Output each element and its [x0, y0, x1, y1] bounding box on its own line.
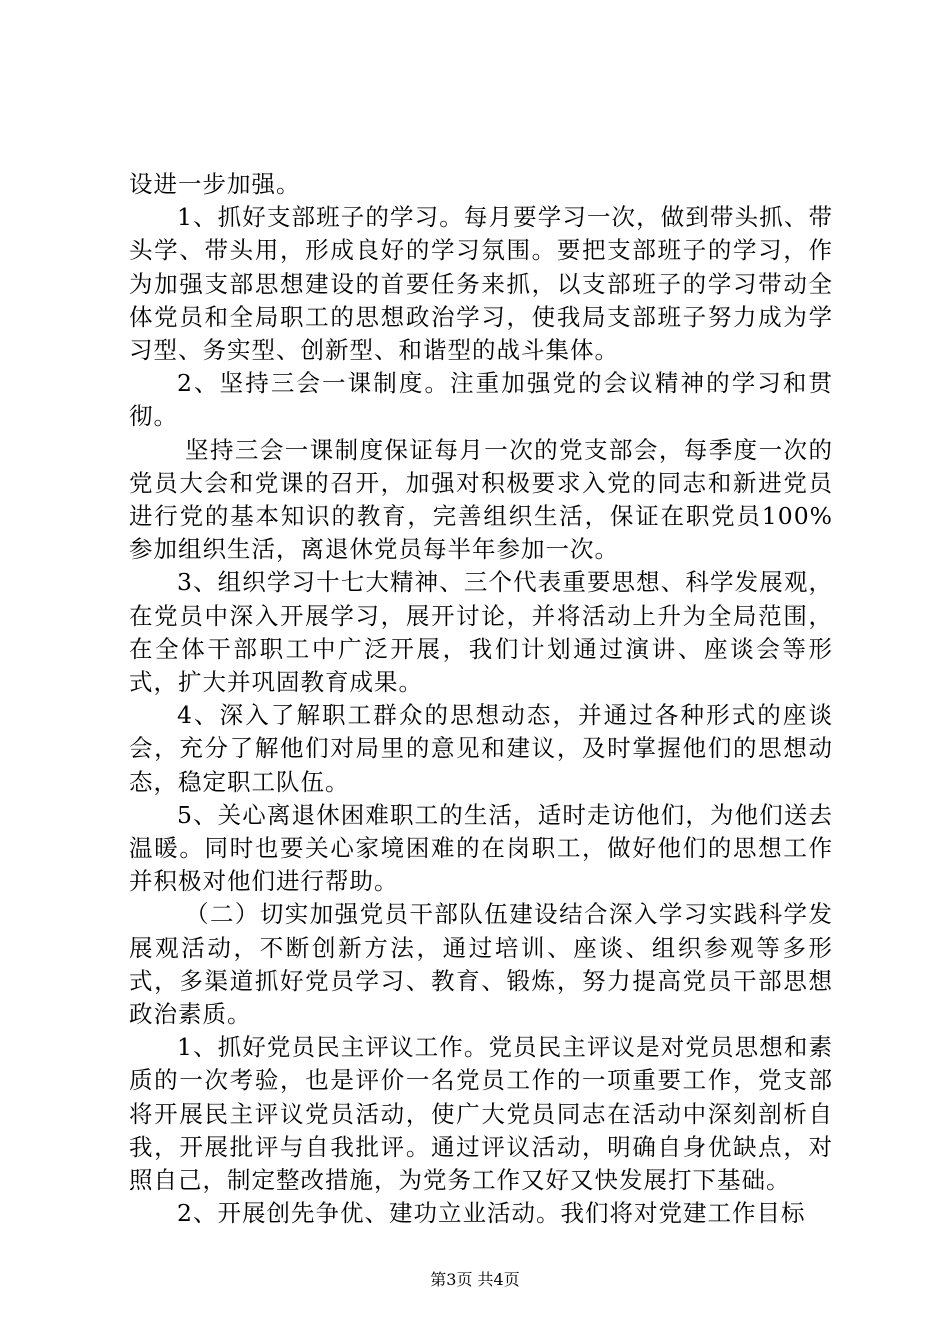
paragraph-4: 坚持三会一课制度保证每月一次的党支部会，每季度一次的党员大会和党课的召开，加强对积极要求入党的同志和新进党员进行党的基本知识的教育，完善组织生活，保证在职党员100%参加组织生活，离退休党员每半年参加一次。	[129, 435, 833, 564]
paragraph-1: 设进一步加强。	[129, 170, 301, 198]
paragraph-8: （二）切实加强党员干部队伍建设结合深入学习实践科学发展观活动，不断创新方法，通过培训、座谈、组织参观等多形式，多渠道抓好党员学习、教育、锻炼，努力提高党员干部思想政治素质。	[129, 900, 833, 1029]
paragraph-7: 5、关心离退休困难职工的生活，适时走访他们，为他们送去温暖。同时也要关心家境困难的在岗职工，做好他们的思想工作并积极对他们进行帮助。	[129, 800, 833, 896]
document-body	[129, 168, 833, 1231]
paragraph-2: 1、抓好支部班子的学习。每月要学习一次，做到带头抓、带头学、带头用，形成良好的学习氛围。要把支部班子的学习，作为加强支部思想建设的首要任务来抓，以支部班子的学习带动全体党员和全局职工的思想政治学习，使我局支部班子努力成为学习型、务实型、创新型、和谐型的战斗集体。	[129, 203, 833, 365]
paragraph-9: 1、抓好党员民主评议工作。党员民主评议是对党员思想和素质的一次考验，也是评价一名党员工作的一项重要工作，党支部将开展民主评议党员活动，使广大党员同志在活动中深刻剖析自我，开展批评与自我批评。通过评议活动，明确自身优缺点，对照自己，制定整改措施，为党务工作又好又快发展打下基础。	[129, 1033, 833, 1195]
paragraph-6: 4、深入了解职工群众的思想动态，并通过各种形式的座谈会，充分了解他们对局里的意见和建议，及时掌握他们的思想动态，稳定职工队伍。	[129, 701, 833, 796]
paragraph-10: 2、开展创先争优、建功立业活动。我们将对党建工作目标	[177, 1199, 806, 1228]
paragraph-3: 2、坚持三会一课制度。注重加强党的会议精神的学习和贯彻。	[129, 369, 833, 431]
page-number-footer: 第3页 共4页	[430, 1270, 520, 1289]
paragraph-5: 3、组织学习十七大精神、三个代表重要思想、科学发展观，在党员中深入开展学习，展开讨论，并将活动上升为全局范围，在全体干部职工中广泛开展，我们计划通过演讲、座谈会等形式，扩大并巩固教育成果。	[129, 568, 833, 697]
